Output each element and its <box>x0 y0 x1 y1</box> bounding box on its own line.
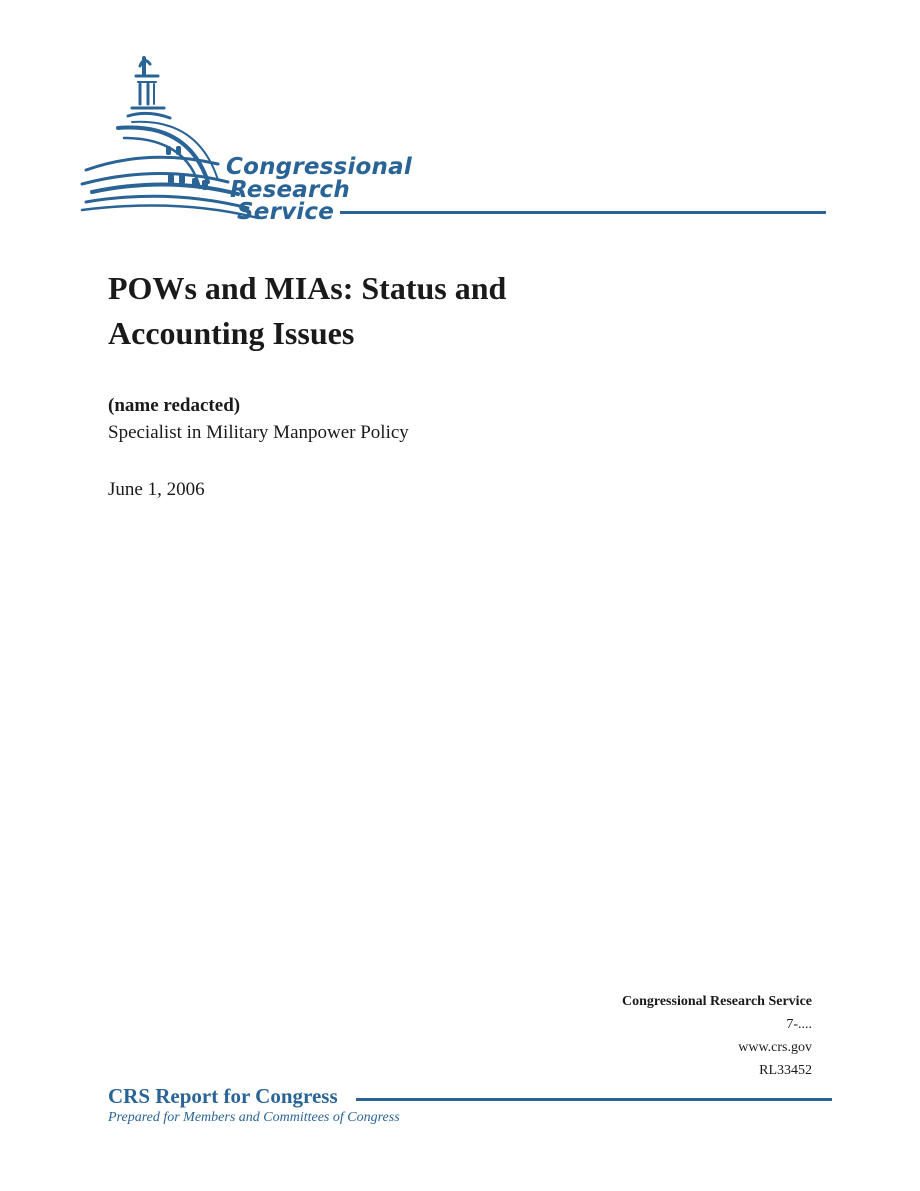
report-title-line2: Accounting Issues <box>108 315 355 351</box>
footer-subtitle: Prepared for Members and Committees of Congress <box>108 1110 400 1125</box>
logo-text-congressional: Congressional <box>226 154 412 180</box>
publisher-code: 7-.... <box>786 1017 812 1032</box>
logo-text-research: Research <box>230 177 350 203</box>
capitol-dome-icon <box>78 52 838 227</box>
publisher-info <box>622 990 812 1082</box>
footer-rule <box>356 1098 832 1101</box>
author-role: Specialist in Military Manpower Policy <box>108 422 409 443</box>
report-date: June 1, 2006 <box>108 479 205 500</box>
publisher-url: www.crs.gov <box>738 1040 812 1055</box>
logo-text-service: Service <box>237 199 335 225</box>
report-title-line1: POWs and MIAs: Status and <box>108 270 507 306</box>
report-id: RL33452 <box>759 1063 812 1078</box>
report-title <box>108 266 708 356</box>
author-name: (name redacted) <box>108 395 241 416</box>
logo-rule <box>340 211 826 214</box>
publisher-org: Congressional Research Service <box>621 994 812 1009</box>
footer-title: CRS Report for Congress <box>108 1084 338 1108</box>
